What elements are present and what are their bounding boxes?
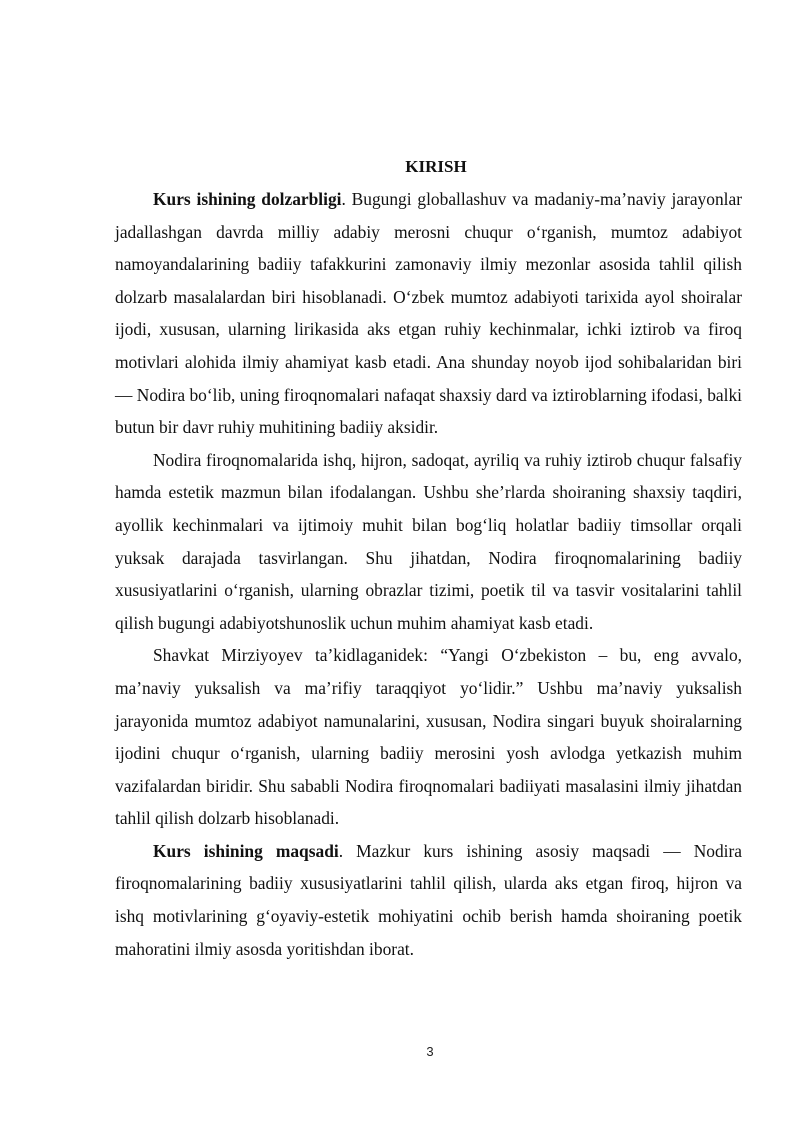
- paragraph-text: . Bugungi globallashuv va madaniy-ma’naviy jarayonlar jadallashgan davrda milliy adabiy merosni chuqur o‘rganish, mumtoz adabiyot namoyandalarining badiiy tafakkurini zamonaviy ilmiy mezonlar asosida tahlil qilish dolzarb masalalardan biri hisoblanadi. O‘zbek mumtoz adabiyoti tarixida ayol shoiralar ijodi, xususan, ularning lirikasida aks etgan ruhiy kechinmalar, ichki iztirob va firoq motivlari alohida ilmiy ahamiyat kasb etadi. Ana shunday noyob ijod sohibalaridan biri — Nodira bo‘lib, uning firoqnomalari nafaqat shaxsiy dard va iztiroblarning ifodasi, balki butun bir davr ruhiy muhitining badiiy aksidir.: [115, 189, 742, 438]
- section-title: KIRISH: [405, 157, 467, 176]
- paragraph-lead: Kurs ishining dolzarbligi: [153, 189, 342, 209]
- paragraph-firoqnoma-themes: [115, 444, 742, 640]
- page-number: 3: [426, 1044, 434, 1059]
- paragraph-quote: [115, 639, 742, 835]
- paragraph-goal: [115, 835, 742, 965]
- paragraph-relevance: [115, 183, 742, 444]
- paragraph-text: Shavkat Mirziyoyev ta’kidlaganidek: “Yangi O‘zbekiston – bu, eng avvalo, ma’naviy yuksalish va ma’rifiy taraqqiyot yo‘lidir.” Ushbu ma’naviy yuksalish jarayonida mumtoz adabiyot namunalarini, xususan, Nodira singari buyuk shoiralarning ijodini chuqur o‘rganish, ularning badiiy merosini yosh avlodga yetkazish muhim vazifalardan biridir. Shu sababli Nodira firoqnomalari badiiyati masalasini ilmiy jihatdan tahlil qilish dolzarb hisoblanadi.: [115, 645, 742, 829]
- paragraph-text: . Mazkur kurs ishining asosiy maqsadi — Nodira firoqnomalarining badiiy xususiyatlarini tahlil qilish, ularda aks etgan firoq, hijron va ishq motivlarining g‘oyaviy-estetik mohiyatini ochib berish hamda shoiraning poetik mahoratini ilmiy asosda yoritishdan iborat.: [115, 840, 742, 959]
- paragraph-text: Nodira firoqnomalarida ishq, hijron, sadoqat, ayriliq va ruhiy iztirob chuqur falsafiy hamda estetik mazmun bilan ifodalangan. Ushbu she’rlarda shoiraning shaxsiy taqdiri, ayollik kechinmalari va ijtimoiy muhit bilan bog‘liq holatlar badiiy timsollar orqali yuksak darajada tasvirlangan. Shu jihatdan, Nodira firoqnomalarining badiiy xususiyatlarini o‘rganish, ularning obrazlar tizimi, poetik til va tasvir vositalarini tahlil qilish bugungi adabiyotshunoslik uchun muhim ahamiyat kasb etadi.: [115, 449, 742, 633]
- paragraph-lead: Kurs ishining maqsadi: [153, 840, 339, 861]
- document-page: [115, 150, 742, 965]
